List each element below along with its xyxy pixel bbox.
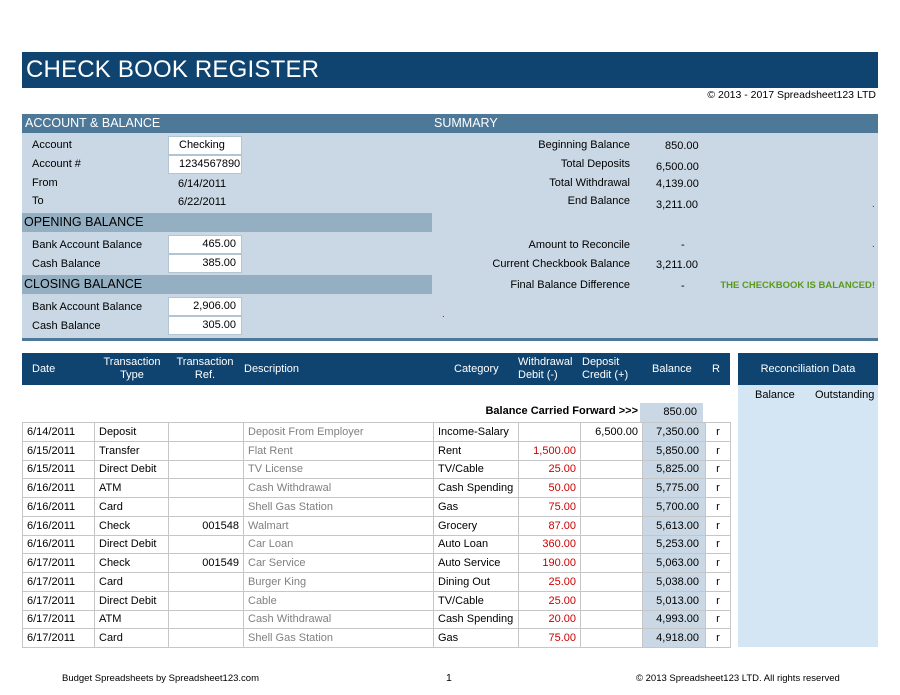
amount-to-reconcile-value: - bbox=[681, 239, 685, 251]
from-label: From bbox=[32, 177, 58, 189]
cell-deposit[interactable] bbox=[581, 554, 643, 573]
cell-ref[interactable] bbox=[169, 498, 244, 517]
cell-ref[interactable] bbox=[169, 535, 244, 554]
footer-right: © 2013 Spreadsheet123 LTD. All rights reserved bbox=[636, 673, 840, 684]
cell-withdrawal[interactable]: 20.00 bbox=[519, 610, 581, 629]
cell-category[interactable]: Cash Spending bbox=[434, 479, 519, 498]
from-date[interactable]: 6/14/2011 bbox=[178, 178, 227, 190]
cell-balance: 7,350.00 bbox=[643, 423, 706, 442]
cell-reconciled[interactable]: r bbox=[706, 573, 731, 592]
col-balance[interactable]: Balance bbox=[652, 362, 692, 375]
closing-bank-input[interactable]: 2,906.00 bbox=[168, 297, 242, 316]
cell-description[interactable]: Deposit From Employer bbox=[244, 423, 434, 442]
carried-forward-value: 850.00 bbox=[640, 403, 703, 422]
cell-type[interactable]: Check bbox=[95, 516, 169, 535]
cell-category[interactable]: Auto Service bbox=[434, 554, 519, 573]
total-withdrawal-value: 4,139.00 bbox=[656, 178, 699, 190]
cell-reconciled[interactable]: r bbox=[706, 460, 731, 479]
cell-withdrawal[interactable]: 75.00 bbox=[519, 629, 581, 648]
cell-reconciled[interactable]: r bbox=[706, 591, 731, 610]
cell-withdrawal[interactable]: 25.00 bbox=[519, 460, 581, 479]
table-row bbox=[23, 479, 731, 498]
cell-balance: 5,013.00 bbox=[643, 591, 706, 610]
cell-deposit[interactable] bbox=[581, 610, 643, 629]
cell-category[interactable]: Dining Out bbox=[434, 573, 519, 592]
cell-balance: 5,063.00 bbox=[643, 554, 706, 573]
cell-description[interactable]: Flat Rent bbox=[244, 441, 434, 460]
cell-type[interactable]: Direct Debit bbox=[95, 535, 169, 554]
cell-withdrawal[interactable]: 50.00 bbox=[519, 479, 581, 498]
cell-deposit[interactable] bbox=[581, 573, 643, 592]
cell-deposit[interactable] bbox=[581, 441, 643, 460]
cell-reconciled[interactable]: r bbox=[706, 423, 731, 442]
opening-bank-input[interactable]: 465.00 bbox=[168, 235, 242, 254]
cell-reconciled[interactable]: r bbox=[706, 479, 731, 498]
cell-ref[interactable] bbox=[169, 423, 244, 442]
table-row bbox=[23, 573, 731, 592]
cell-description[interactable]: Cash Withdrawal bbox=[244, 610, 434, 629]
cell-ref[interactable] bbox=[169, 573, 244, 592]
col-description[interactable]: Description bbox=[244, 362, 300, 375]
cell-deposit[interactable] bbox=[581, 629, 643, 648]
closing-bank-label: Bank Account Balance bbox=[32, 301, 143, 313]
cell-date[interactable]: 6/17/2011 bbox=[23, 629, 95, 648]
cell-category[interactable]: TV/Cable bbox=[434, 591, 519, 610]
table-row bbox=[23, 535, 731, 554]
cell-withdrawal[interactable]: 25.00 bbox=[519, 573, 581, 592]
cell-ref[interactable] bbox=[169, 591, 244, 610]
copyright-top: © 2013 - 2017 Spreadsheet123 LTD bbox=[707, 89, 876, 101]
cell-description[interactable]: Burger King bbox=[244, 573, 434, 592]
col-deposit-line2: Credit (+) bbox=[582, 369, 629, 381]
cell-ref[interactable] bbox=[169, 629, 244, 648]
col-category[interactable]: Category bbox=[454, 362, 499, 375]
cell-date[interactable]: 6/15/2011 bbox=[23, 460, 95, 479]
table-row bbox=[23, 460, 731, 479]
page-title: CHECK BOOK REGISTER bbox=[26, 56, 320, 83]
col-ref-line2: Ref. bbox=[194, 369, 216, 381]
cell-balance: 4,993.00 bbox=[643, 610, 706, 629]
marker-dot: . bbox=[442, 309, 445, 320]
cell-balance: 5,775.00 bbox=[643, 479, 706, 498]
cell-reconciled[interactable]: r bbox=[706, 535, 731, 554]
cell-type[interactable]: ATM bbox=[95, 610, 169, 629]
cell-deposit[interactable] bbox=[581, 516, 643, 535]
opening-bank-label: Bank Account Balance bbox=[32, 239, 143, 251]
total-deposits-value: 6,500.00 bbox=[656, 161, 699, 173]
cell-deposit[interactable] bbox=[581, 498, 643, 517]
reconciliation-heading: Reconciliation Data bbox=[738, 353, 878, 385]
closing-cash-label: Cash Balance bbox=[32, 320, 101, 332]
recon-outstanding-label: Outstanding bbox=[815, 389, 875, 401]
cell-type[interactable]: Card bbox=[95, 498, 169, 517]
cell-date[interactable]: 6/16/2011 bbox=[23, 516, 95, 535]
cell-balance: 5,038.00 bbox=[643, 573, 706, 592]
total-withdrawal-label: Total Withdrawal bbox=[549, 177, 630, 189]
table-row bbox=[23, 516, 731, 535]
cell-date[interactable]: 6/14/2011 bbox=[23, 423, 95, 442]
cell-deposit[interactable] bbox=[581, 479, 643, 498]
col-withdrawal-line1: Withdrawal bbox=[518, 356, 573, 368]
cell-category[interactable]: Rent bbox=[434, 441, 519, 460]
col-deposit-line1: Deposit bbox=[582, 356, 620, 368]
cell-type[interactable]: Deposit bbox=[95, 423, 169, 442]
cell-date[interactable]: 6/17/2011 bbox=[23, 554, 95, 573]
cell-withdrawal[interactable]: 87.00 bbox=[519, 516, 581, 535]
col-type-line1: Transaction bbox=[103, 356, 161, 368]
cell-category[interactable]: Gas bbox=[434, 498, 519, 517]
recon-balance-label: Balance bbox=[755, 389, 795, 401]
col-ref-line1: Transaction bbox=[176, 356, 234, 368]
col-withdrawal[interactable] bbox=[518, 353, 574, 385]
cell-deposit[interactable] bbox=[581, 460, 643, 479]
cell-description[interactable]: Car Loan bbox=[244, 535, 434, 554]
closing-balance-heading: CLOSING BALANCE bbox=[22, 275, 432, 294]
current-checkbook-value: 3,211.00 bbox=[656, 259, 699, 271]
closing-cash-input[interactable]: 305.00 bbox=[168, 316, 242, 335]
col-reconciled[interactable]: R bbox=[712, 362, 720, 375]
cell-withdrawal[interactable]: 190.00 bbox=[519, 554, 581, 573]
cell-date[interactable]: 6/17/2011 bbox=[23, 573, 95, 592]
cell-category[interactable]: Auto Loan bbox=[434, 535, 519, 554]
opening-balance-heading: OPENING BALANCE bbox=[22, 213, 432, 232]
cell-type[interactable]: Direct Debit bbox=[95, 591, 169, 610]
cell-type[interactable]: Card bbox=[95, 629, 169, 648]
current-checkbook-label: Current Checkbook Balance bbox=[492, 258, 630, 270]
cell-date[interactable]: 6/17/2011 bbox=[23, 610, 95, 629]
cell-type[interactable]: Transfer bbox=[95, 441, 169, 460]
cell-category[interactable]: Cash Spending bbox=[434, 610, 519, 629]
col-withdrawal-line2: Debit (-) bbox=[518, 369, 558, 381]
beginning-balance-label: Beginning Balance bbox=[538, 139, 630, 151]
account-number-input[interactable]: 1234567890 bbox=[168, 155, 242, 174]
cell-balance: 5,825.00 bbox=[643, 460, 706, 479]
cell-description[interactable]: Cable bbox=[244, 591, 434, 610]
cell-ref[interactable]: 001549 bbox=[169, 554, 244, 573]
cell-type[interactable]: Card bbox=[95, 573, 169, 592]
cell-ref[interactable]: 001548 bbox=[169, 516, 244, 535]
total-deposits-label: Total Deposits bbox=[560, 158, 630, 170]
cell-description[interactable]: Shell Gas Station bbox=[244, 629, 434, 648]
marker-dot: . bbox=[872, 199, 875, 210]
col-date[interactable]: Date bbox=[32, 362, 56, 375]
final-difference-value: - bbox=[681, 280, 685, 292]
cell-date[interactable]: 6/17/2011 bbox=[23, 591, 95, 610]
to-date[interactable]: 6/22/2011 bbox=[178, 196, 227, 208]
cell-reconciled[interactable]: r bbox=[706, 554, 731, 573]
col-type-line2: Type bbox=[120, 369, 144, 381]
summary-heading: SUMMARY bbox=[434, 116, 498, 130]
balanced-status-message: THE CHECKBOOK IS BALANCED! bbox=[720, 280, 875, 291]
cell-balance: 5,613.00 bbox=[643, 516, 706, 535]
table-row bbox=[23, 591, 731, 610]
cell-balance: 5,850.00 bbox=[643, 441, 706, 460]
cell-ref[interactable] bbox=[169, 441, 244, 460]
cell-ref[interactable] bbox=[169, 479, 244, 498]
marker-dot: . bbox=[872, 239, 875, 250]
table-row bbox=[23, 629, 731, 648]
cell-date[interactable]: 6/15/2011 bbox=[23, 441, 95, 460]
col-transaction-ref[interactable] bbox=[168, 353, 242, 385]
cell-category[interactable]: Grocery bbox=[434, 516, 519, 535]
cell-type[interactable]: Check bbox=[95, 554, 169, 573]
opening-cash-label: Cash Balance bbox=[32, 258, 101, 270]
cell-date[interactable]: 6/16/2011 bbox=[23, 479, 95, 498]
cell-reconciled[interactable]: r bbox=[706, 516, 731, 535]
reconciliation-panel bbox=[738, 385, 878, 647]
cell-description[interactable]: Cash Withdrawal bbox=[244, 479, 434, 498]
cell-type[interactable]: Direct Debit bbox=[95, 460, 169, 479]
col-deposit[interactable] bbox=[582, 353, 642, 385]
table-row bbox=[23, 554, 731, 573]
register-header bbox=[22, 353, 730, 385]
cell-deposit[interactable] bbox=[581, 535, 643, 554]
cell-type[interactable]: ATM bbox=[95, 479, 169, 498]
cell-reconciled[interactable]: r bbox=[706, 441, 731, 460]
beginning-balance-value: 850.00 bbox=[665, 140, 699, 152]
cell-withdrawal[interactable]: 75.00 bbox=[519, 498, 581, 517]
table-row bbox=[23, 441, 731, 460]
table-row bbox=[23, 498, 731, 517]
cell-balance: 5,700.00 bbox=[643, 498, 706, 517]
cell-reconciled[interactable]: r bbox=[706, 629, 731, 648]
cell-withdrawal[interactable]: 360.00 bbox=[519, 535, 581, 554]
table-row bbox=[23, 423, 731, 442]
col-transaction-type[interactable] bbox=[94, 353, 170, 385]
account-input[interactable]: Checking bbox=[168, 136, 242, 155]
cell-reconciled[interactable]: r bbox=[706, 610, 731, 629]
final-difference-label: Final Balance Difference bbox=[510, 279, 630, 291]
cell-date[interactable]: 6/16/2011 bbox=[23, 498, 95, 517]
page-number: 1 bbox=[446, 672, 452, 684]
cell-withdrawal[interactable] bbox=[519, 423, 581, 442]
cell-withdrawal[interactable]: 25.00 bbox=[519, 591, 581, 610]
account-number-label: Account # bbox=[32, 158, 81, 170]
cell-date[interactable]: 6/16/2011 bbox=[23, 535, 95, 554]
cell-description[interactable]: Car Service bbox=[244, 554, 434, 573]
account-balance-heading: ACCOUNT & BALANCE bbox=[25, 116, 161, 130]
cell-ref[interactable] bbox=[169, 460, 244, 479]
cell-description[interactable]: Shell Gas Station bbox=[244, 498, 434, 517]
account-label: Account bbox=[32, 139, 72, 151]
cell-ref[interactable] bbox=[169, 610, 244, 629]
cell-description[interactable]: Walmart bbox=[244, 516, 434, 535]
cell-category[interactable]: Income-Salary bbox=[434, 423, 519, 442]
cell-withdrawal[interactable]: 1,500.00 bbox=[519, 441, 581, 460]
end-balance-value: 3,211.00 bbox=[656, 199, 699, 211]
cell-deposit[interactable] bbox=[581, 591, 643, 610]
cell-category[interactable]: TV/Cable bbox=[434, 460, 519, 479]
cell-deposit[interactable]: 6,500.00 bbox=[581, 423, 643, 442]
amount-to-reconcile-label: Amount to Reconcile bbox=[528, 239, 630, 251]
cell-balance: 5,253.00 bbox=[643, 535, 706, 554]
cell-balance: 4,918.00 bbox=[643, 629, 706, 648]
end-balance-label: End Balance bbox=[567, 195, 630, 207]
carried-forward-label: Balance Carried Forward >>> bbox=[485, 405, 638, 417]
cell-category[interactable]: Gas bbox=[434, 629, 519, 648]
cell-reconciled[interactable]: r bbox=[706, 498, 731, 517]
opening-cash-input[interactable]: 385.00 bbox=[168, 254, 242, 273]
register-table bbox=[22, 422, 731, 648]
to-label: To bbox=[32, 195, 44, 207]
cell-description[interactable]: TV License bbox=[244, 460, 434, 479]
table-row bbox=[23, 610, 731, 629]
footer-left: Budget Spreadsheets by Spreadsheet123.com bbox=[62, 673, 259, 684]
